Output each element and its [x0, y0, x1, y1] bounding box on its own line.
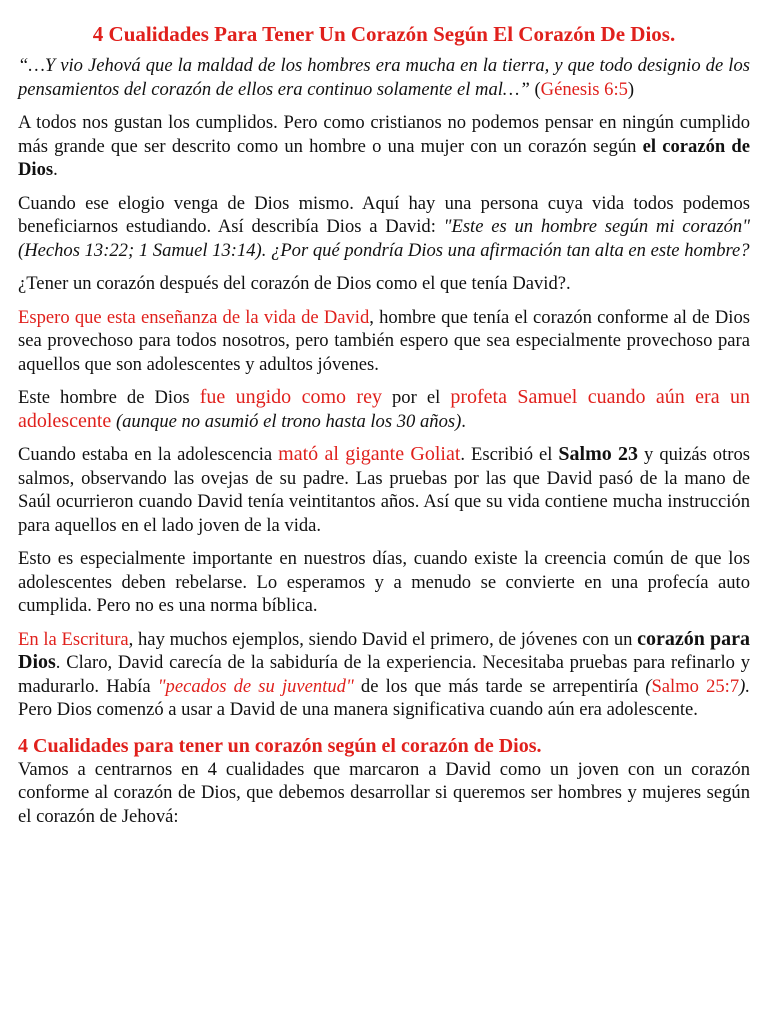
paragraph-intro [18, 111, 750, 182]
text-segment: Este hombre de Dios [18, 387, 200, 408]
psalm-reference-link[interactable]: Salmo 25:7 [651, 675, 740, 697]
text-segment: . Claro, David carecía de la sabiduría de la experiencia. Necesitaba pruebas para refinarlo y madurarlo. Había [18, 652, 750, 697]
italic-note: (aunque no asumió el trono hasta los 30 años) [115, 410, 462, 432]
paragraph-hope [18, 306, 750, 377]
red-phrase-scripture[interactable]: En la Escritura [18, 628, 129, 650]
text-segment: de los que más tarde se arrepentiría [353, 675, 646, 697]
bold-heart: corazón para Dios [18, 627, 750, 673]
paragraph-goliath [18, 443, 750, 537]
paragraph-text: , hombre que tenía el corazón conforme al de Dios sea provechoso para todos nosotros, pero también espero que sea especialmente provechoso para aquellos que son adolescentes y adultos jóvenes. [18, 306, 750, 375]
section-subtitle: 4 Cualidades para tener un corazón según el corazón de Dios. [18, 734, 542, 757]
paragraph-text: A todos nos gustan los cumplidos. Pero como cristianos no podemos pensar en ningún cumplido más grande que ser descrito como un hombre o una mujer con un corazón según [18, 112, 750, 157]
bible-quote: “…Y vio Jehová que la maldad de los hombres era mucha en la tierra, y que todo designio de los pensamientos del corazón de ellos era continuo solamente el mal…” [18, 55, 750, 100]
text-segment: y quizás otros salmos, observando las ovejas de su padre. Las pruebas por las que David pasó de la mano de Saúl ocurrieron cuando David tenía veintitantos años. Así que su vida contiene mucha instrucción para aquellos en el lado joven de la vida. [18, 444, 750, 536]
bold-psalm: Salmo 23 [558, 443, 639, 465]
text-segment: . [461, 410, 466, 432]
text-segment: . Escribió el [460, 444, 559, 465]
ref-close: ) [627, 78, 635, 100]
paragraph-question: ¿Tener un corazón después del corazón de Dios como el que tenía David?. [18, 273, 571, 294]
red-phrase-samuel[interactable]: profeta Samuel cuando aún era un adolescente [18, 386, 750, 432]
red-phrase-goliath[interactable]: mató al gigante Goliat [278, 443, 461, 465]
italic-quote: "Este es un hombre según mi corazón" (Hechos 13:22; 1 Samuel 13:14). ¿Por qué pondría Dios una afirmación tan alta en este hombre? [18, 216, 750, 261]
page-title: 4 Cualidades Para Tener Un Corazón Según El Corazón De Dios. [92, 22, 676, 46]
paragraph-scripture [18, 628, 750, 722]
paragraph-qualities: Vamos a centrarnos en 4 cualidades que marcaron a David como un joven con un corazón conforme al corazón de Dios, que debemos desarrollar si queremos ser hombres y mujeres según el corazón de Jehová: [18, 758, 750, 827]
text-segment: , hay muchos ejemplos, siendo David el primero, de jóvenes con un [128, 628, 638, 650]
paragraph-quote [18, 54, 750, 101]
red-phrase[interactable]: Espero que esta enseñanza de la vida de David [18, 306, 370, 328]
text-segment: ( [645, 675, 652, 697]
paragraph-praise [18, 192, 750, 263]
red-phrase-anointed[interactable]: fue ungido como rey [199, 386, 382, 408]
text-segment: ). [739, 675, 750, 697]
bold-phrase: el corazón de Dios [18, 135, 750, 180]
paragraph-anointed [18, 386, 750, 433]
paragraph-text: Cuando ese elogio venga de Dios mismo. Aquí hay una persona cuya vida todos podemos beneficiarnos estudiando. Así describía Dios a David: [18, 192, 750, 237]
bible-reference-link[interactable]: Génesis 6:5 [540, 78, 628, 100]
ref-open: ( [529, 78, 541, 100]
paragraph-end: . [53, 159, 58, 180]
text-segment: Pero Dios comenzó a usar a David de una manera significativa cuando aún era adolescente. [18, 699, 698, 720]
red-italic-sins[interactable]: "pecados de su juventud" [157, 675, 354, 697]
text-segment: Cuando estaba en la adolescencia [18, 444, 279, 465]
text-segment: por el [381, 387, 451, 408]
paragraph-important: Esto es especialmente importante en nuestros días, cuando existe la creencia común de que los adolescentes deben rebelarse. Lo esperamos y a menudo se convierte en una profecía auto cumplida. Pero no es una norma bíblica. [18, 548, 750, 616]
